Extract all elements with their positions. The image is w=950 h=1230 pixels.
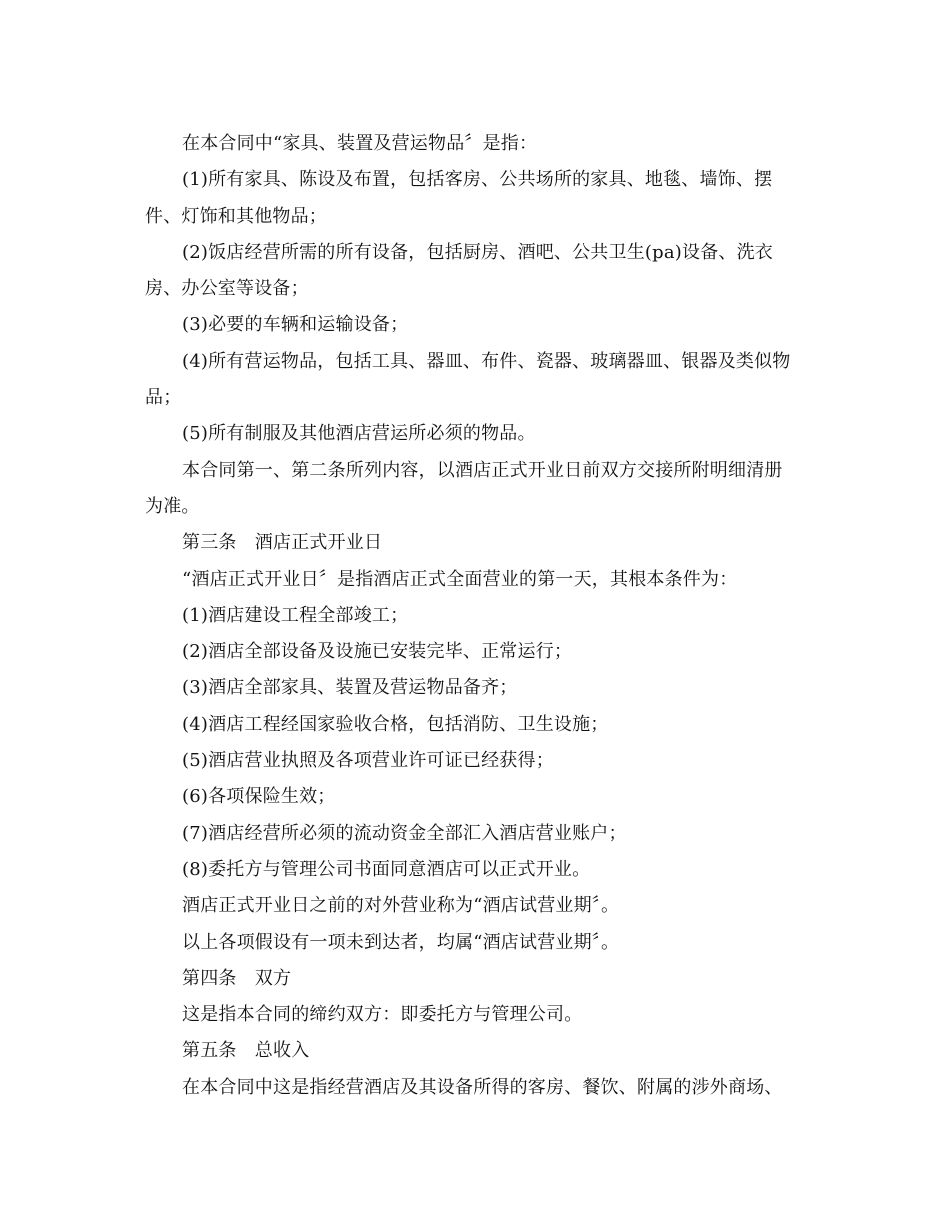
- text-line: (5)酒店营业执照及各项营业许可证已经获得；: [182, 750, 554, 772]
- section-heading: 第三条 酒店正式开业日: [182, 532, 383, 554]
- text-line: 房、办公室等设备；: [145, 278, 309, 300]
- text-line: (1)酒店建设工程全部竣工；: [182, 604, 409, 626]
- text-line: (2)酒店全部设备及设施已安装完毕、正常运行；: [182, 641, 573, 663]
- section-heading: 第五条 总收入: [182, 1040, 310, 1062]
- text-line: (4)酒店工程经国家验收合格，包括消防、卫生设施；: [182, 713, 609, 735]
- document-page: [145, 126, 815, 1106]
- text-line: (2)饭店经营所需的所有设备，包括厨房、酒吧、公共卫生(pa)设备、洗衣: [182, 241, 773, 263]
- section-heading: 第四条 双方: [182, 967, 292, 989]
- text-line: 本合同第一、第二条所列内容，以酒店正式开业日前双方交接所附明细清册: [182, 459, 783, 481]
- text-line: (8)委托方与管理公司书面同意酒店可以正式开业。: [182, 858, 591, 880]
- text-line: (3)必要的车辆和运输设备；: [182, 314, 409, 336]
- text-line: 这是指本合同的缔约双方：即委托方与管理公司。: [182, 1004, 583, 1026]
- text-line: (7)酒店经营所必须的流动资金全部汇入酒店营业账户；: [182, 822, 627, 844]
- text-line: 以上各项假设有一项未到达者，均属“酒店试营业期〞。: [182, 931, 620, 953]
- text-line: 件、灯饰和其他物品；: [145, 205, 327, 227]
- text-line: (4)所有营运物品，包括工具、器皿、布件、瓷器、玻璃器皿、银器及类似物: [182, 350, 791, 372]
- text-line: 在本合同中这是指经营酒店及其设备所得的客房、餐饮、附属的涉外商场、: [182, 1076, 783, 1098]
- text-line: 品；: [145, 387, 182, 409]
- text-line: (3)酒店全部家具、装置及营运物品备齐；: [182, 677, 518, 699]
- text-line: (5)所有制服及其他酒店营运所必须的物品。: [182, 423, 536, 445]
- text-line: (6)各项保险生效；: [182, 786, 336, 808]
- text-line: 为准。: [145, 495, 200, 517]
- text-line: “酒店正式开业日〞是指酒店正式全面营业的第一天，其根本条件为：: [182, 568, 738, 590]
- text-line: 酒店正式开业日之前的对外营业称为“酒店试营业期〞。: [182, 895, 620, 917]
- text-line: (1)所有家具、陈设及布置，包括客房、公共场所的家具、地毯、墙饰、摆: [182, 169, 773, 191]
- text-line: 在本合同中“家具、装置及营运物品〞是指：: [182, 133, 538, 154]
